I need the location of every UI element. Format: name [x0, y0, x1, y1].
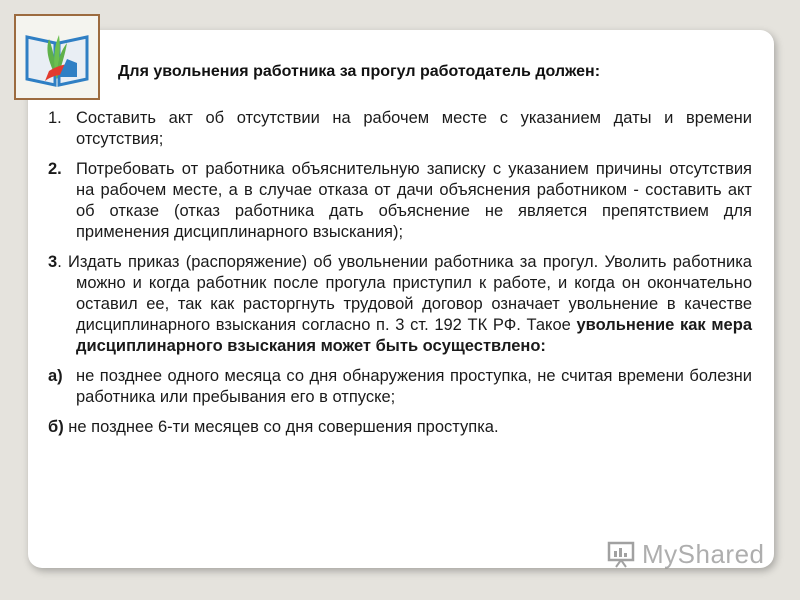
item-text: . Издать приказ (распоряжение) об увольнении работника за прогул. Уволить работника можно и когда работник после прогула приступил к работе, и когда он окончательно оставил ее, так как расторгнуть трудовой договор означает увольнение в качестве дисциплинарного взыскания согласно п. 3 ст. 192 ТК РФ. Такое [57, 253, 752, 334]
list-item-a [48, 366, 752, 408]
open-book-emblem-icon [19, 19, 95, 95]
logo [14, 14, 100, 100]
item-text: Составить акт об отсутствии на рабочем месте с указанием даты и времени отсутствия; [76, 109, 752, 148]
page-title: Для увольнения работника за прогул работодатель должен: [118, 63, 601, 80]
watermark [606, 538, 765, 570]
item-marker: 3 [48, 253, 58, 271]
content-body [48, 108, 752, 447]
list-item-1 [48, 108, 752, 150]
list-item-3 [48, 252, 752, 357]
item-text-bold: увольнение как мера дисциплинарного взыскания может быть осуществлено: [76, 316, 752, 355]
watermark-text: MyShared [642, 538, 765, 569]
presentation-board-icon [606, 539, 636, 569]
item-text: не позднее одного месяца со дня обнаружения проступка, не считая времени болезни работника или пребывания его в отпуске; [76, 367, 752, 406]
item-text: не позднее 6-ти месяцев со дня совершения проступка. [68, 418, 499, 436]
item-text: Потребовать от работника объяснительную записку с указанием причины отсутствия на рабочем месте, а в случае отказа от дачи объяснения работником - составить акт об отказе (отказ работника дать объяснение не является препятствием для применения дисциплинарного взыскания); [76, 160, 752, 241]
item-marker: а) [48, 367, 63, 385]
list-item-2 [48, 159, 752, 243]
item-marker: б) [48, 418, 64, 436]
item-marker: 1. [48, 109, 62, 127]
list-item-b [48, 417, 752, 438]
item-marker: 2. [48, 160, 62, 178]
